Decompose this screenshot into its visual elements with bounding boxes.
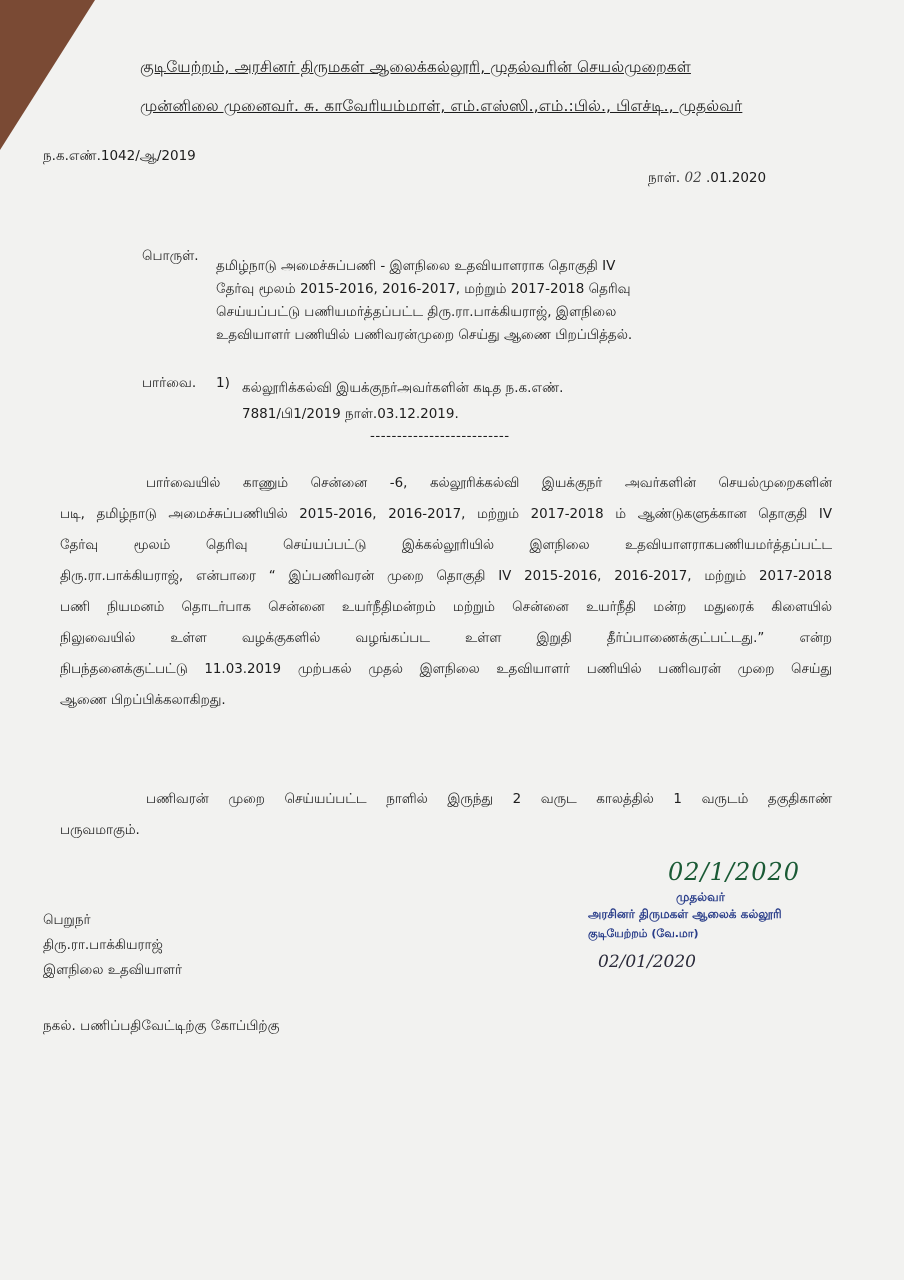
reference-number: ந.க.எண்.1042/ஆ/2019 (43, 148, 196, 164)
subject-line: செய்யப்பட்டு பணியமர்த்தப்பட்ட திரு.ரா.பாக்கியராஜ், இளநிலை (216, 304, 617, 320)
header-line-1: குடியேற்றம், அரசினர் திருமகள் ஆலைக்கல்லூரி, முதல்வரின் செயல்முறைகள் (140, 58, 691, 76)
reference-text (242, 375, 563, 427)
body-line: தேர்வு மூலம் தெரிவு செய்யப்பட்டு இக்கல்லூரியில் இளநிலை உதவியாளராகபணியமர்த்தப்பட்ட (60, 538, 832, 553)
body-line: ஆணை பிறப்பிக்கலாகிறது. (60, 693, 226, 708)
header-line-2: முன்னிலை முனைவர். சு. காவேரியம்மாள், எம்.எஸ்ஸி.,எம்.:பில்., பிஎச்டி., முதல்வர் (140, 97, 743, 115)
recipient-name: திரு.ரா.பாக்கியராஜ் (43, 937, 163, 953)
reference-label: பார்வை. (142, 375, 197, 391)
body-line: பணி நியமனம் தொடர்பாக சென்னை உயர்நீதிமன்றம் மற்றும் சென்னை உயர்நீதி மன்ற மதுரைக் கிளையில் (60, 600, 832, 615)
body-line: பருவமாகும். (60, 823, 140, 838)
recipient-label: பெறுநர் (43, 912, 91, 928)
recipient-block (43, 908, 182, 983)
letter-date (648, 170, 766, 188)
body-line: பணிவரன் முறை செய்யப்பட்ட நாளில் இருந்து 2 வருட காலத்தில் 1 வருடம் தகுதிகாண் (146, 792, 832, 807)
stamp-college: அரசினர் திருமகள் ஆலைக் கல்லூரி (588, 907, 782, 921)
body-line: நிபந்தனைக்குட்பட்டு 11.03.2019 முற்பகல் முதல் இளநிலை உதவியாளர் பணியில் பணிவரன் முறை செய்து (60, 662, 832, 677)
body-line: படி, தமிழ்நாடு அமைச்சுப்பணியில் 2015-2016, 2016-2017, மற்றும் 2017-2018 ம் ஆண்டுகளுக்கான தொகுதி IV (60, 507, 832, 522)
received-note: 02/01/2020 (598, 952, 696, 972)
copy-to: நகல். பணிப்பதிவேட்டிற்கு கோப்பிற்கு (43, 1018, 280, 1034)
principal-signature: 02/1/2020 (668, 858, 801, 886)
body-line: நிலுவையில் உள்ள வழக்குகளில் வழங்கப்பட உள்ள இறுதி தீர்ப்பாணைக்குட்பட்டது.” என்ற (60, 631, 832, 646)
body-paragraph-1 (60, 468, 832, 716)
date-prefix: நாள். (648, 170, 681, 186)
body-paragraph-2 (60, 784, 832, 846)
subject-label: பொருள். (142, 248, 199, 264)
subject-text (216, 255, 736, 347)
stamp-place: குடியேற்றம் (வே.மா) (588, 927, 699, 940)
reference-line: 7881/பி1/2019 நாள்.03.12.2019. (242, 406, 459, 422)
date-rest: .01.2020 (705, 170, 767, 186)
reference-line: கல்லூரிக்கல்வி இயக்குநர்அவர்களின் கடித ந.க.எண். (242, 380, 564, 396)
date-handwritten-day: 02 (684, 170, 702, 186)
body-line: பார்வையில் காணும் சென்னை -6, கல்லூரிக்கல்வி இயக்குநர் அவர்களின் செயல்முறைகளின் (146, 476, 832, 491)
separator-line: -------------------------- (370, 428, 510, 444)
page-corner-shadow (0, 0, 95, 150)
reference-item-number: 1) (216, 375, 230, 391)
recipient-designation: இளநிலை உதவியாளர் (43, 962, 183, 978)
subject-line: தேர்வு மூலம் 2015-2016, 2016-2017, மற்றும் 2017-2018 தெரிவு (216, 281, 631, 297)
body-line: திரு.ரா.பாக்கியராஜ், என்பாரை “ இப்பணிவரன் முறை தொகுதி IV 2015-2016, 2016-2017, மற்றும் 2017-2018 (60, 569, 832, 584)
subject-line: உதவியாளர் பணியில் பணிவரன்முறை செய்து ஆணை பிறப்பித்தல். (216, 327, 633, 343)
subject-line: தமிழ்நாடு அமைச்சுப்பணி - இளநிலை உதவியாளராக தொகுதி IV (216, 258, 616, 274)
stamp-role: முதல்வர் (676, 890, 725, 904)
